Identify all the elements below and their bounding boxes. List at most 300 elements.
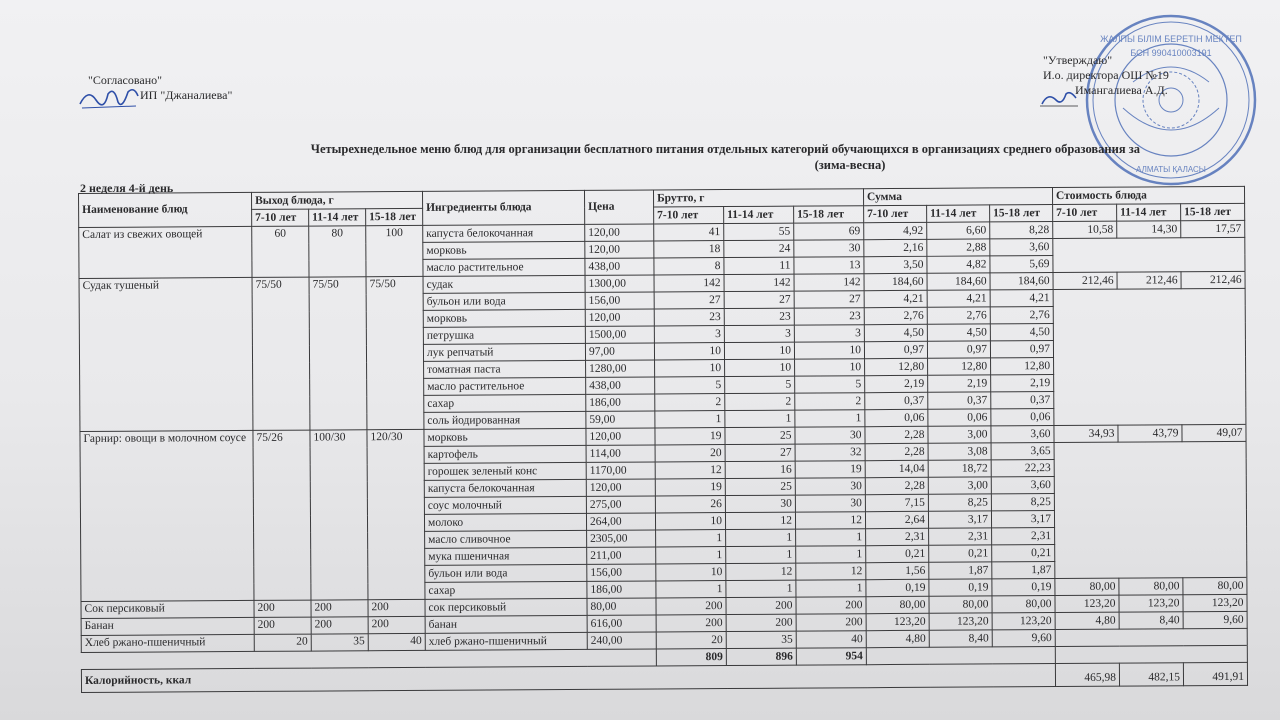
ingredient-price: 275,00 <box>586 496 655 513</box>
sum-value: 0,97 <box>990 341 1053 358</box>
brutto-value: 10 <box>654 343 724 360</box>
sum-value: 5,69 <box>990 256 1053 273</box>
brutto-value: 12 <box>655 462 725 479</box>
sum-value: 184,60 <box>927 273 990 290</box>
brutto-value: 1 <box>726 580 796 597</box>
sum-value: 184,60 <box>990 273 1053 290</box>
sum-value: 2,28 <box>865 443 928 460</box>
age-header: 15-18 лет <box>990 205 1053 222</box>
sum-value: 1,56 <box>866 562 929 579</box>
brutto-value: 200 <box>656 615 726 632</box>
title-line-2: (зима-весна) <box>814 158 886 172</box>
dish-cost-value: 212,46 <box>1181 271 1245 288</box>
brutto-value: 27 <box>724 291 794 308</box>
ingredient-name: бульон или вода <box>425 564 587 582</box>
brutto-value: 13 <box>794 257 864 274</box>
blank-cell <box>1055 645 1247 663</box>
empty-cost-cell <box>1054 509 1246 527</box>
ingredient-price: 120,00 <box>586 428 655 445</box>
sum-value: 0,19 <box>929 579 992 596</box>
calories-total: 482,15 <box>1119 663 1183 686</box>
blank-cell <box>866 647 1055 665</box>
brutto-value: 5 <box>655 377 725 394</box>
sum-value: 80,00 <box>866 596 929 613</box>
sum-value: 0,37 <box>928 392 991 409</box>
dish-output: 200 <box>254 617 311 634</box>
sum-value: 4,92 <box>864 222 927 239</box>
brutto-value: 30 <box>795 478 865 495</box>
sum-value: 2,19 <box>991 375 1054 392</box>
sum-value: 8,25 <box>928 494 991 511</box>
brutto-value: 1 <box>725 410 795 427</box>
empty-cost-cell <box>1053 254 1245 272</box>
col-ingredients: Ингредиенты блюда <box>422 190 584 225</box>
empty-cost-cell <box>1055 560 1247 578</box>
ingredient-price: 438,00 <box>586 377 655 394</box>
brutto-value: 30 <box>794 240 864 257</box>
col-dish-name: Наименование блюд <box>79 192 252 227</box>
sum-value: 3,00 <box>928 426 991 443</box>
approve-label: "Утверждаю" <box>1043 53 1113 67</box>
sum-value: 184,60 <box>864 273 927 290</box>
sum-value: 2,19 <box>865 375 928 392</box>
brutto-value: 1 <box>656 581 726 598</box>
sum-value: 80,00 <box>929 596 992 613</box>
ingredient-name: морковь <box>423 241 585 259</box>
ingredient-price: 120,00 <box>586 479 655 496</box>
ingredient-price: 1300,00 <box>585 275 654 292</box>
brutto-value: 10 <box>656 564 726 581</box>
dish-output: 200 <box>254 600 311 617</box>
sum-value: 3,50 <box>864 256 927 273</box>
brutto-value: 40 <box>796 631 866 648</box>
ingredient-price: 120,00 <box>585 309 654 326</box>
ingredient-price: 186,00 <box>586 394 655 411</box>
sum-value: 14,04 <box>865 460 928 477</box>
sum-value: 0,21 <box>992 545 1055 562</box>
brutto-value: 24 <box>724 240 794 257</box>
brutto-value: 1 <box>796 580 866 597</box>
dish-cost-value: 17,57 <box>1181 220 1245 237</box>
sum-value: 0,97 <box>927 341 990 358</box>
sum-value: 4,21 <box>927 290 990 307</box>
empty-cost-cell <box>1055 543 1247 561</box>
ingredient-name: масло растительное <box>424 377 586 395</box>
ingredient-name: сахар <box>425 581 587 599</box>
dish-name: Судак тушеный <box>79 277 253 431</box>
sum-value: 4,50 <box>927 324 990 341</box>
dish-name: Гарнир: овощи в молочном соусе <box>80 430 254 601</box>
brutto-value: 10 <box>655 513 725 530</box>
dish-cost-value: 49,07 <box>1182 424 1246 441</box>
ingredient-name: томатная паста <box>424 360 586 378</box>
age-header: 11-14 лет <box>309 209 366 226</box>
empty-cost-cell <box>1054 407 1246 425</box>
sum-value: 2,31 <box>866 528 929 545</box>
ingredient-name: сахар <box>424 394 586 412</box>
brutto-value: 200 <box>656 598 726 615</box>
director-position: И.о. директора ОШ №19 <box>1043 68 1169 82</box>
empty-cost-cell <box>1054 492 1246 510</box>
dish-output: 120/30 <box>367 429 425 599</box>
empty-cost-cell <box>1054 458 1246 476</box>
dish-output: 40 <box>368 633 425 650</box>
sum-value: 4,80 <box>866 630 929 647</box>
ingredient-name: мука пшеничная <box>425 547 587 565</box>
sum-value: 0,06 <box>991 409 1054 426</box>
calories-total: 465,98 <box>1055 663 1119 686</box>
empty-cost-cell <box>1053 322 1245 340</box>
brutto-value: 23 <box>794 308 864 325</box>
sum-value: 4,82 <box>927 256 990 273</box>
sum-value: 8,25 <box>991 494 1054 511</box>
brutto-value: 3 <box>794 325 864 342</box>
empty-cost-cell <box>1054 373 1246 391</box>
brutto-value: 35 <box>726 631 796 648</box>
brutto-total: 896 <box>726 648 796 665</box>
brutto-value: 32 <box>795 444 865 461</box>
dish-output: 20 <box>254 634 311 651</box>
empty-cost-cell <box>1054 390 1246 408</box>
ingredient-name: масло сливочное <box>425 530 587 548</box>
brutto-value: 142 <box>654 275 724 292</box>
dish-output: 200 <box>311 617 368 634</box>
brutto-value: 200 <box>726 614 796 631</box>
age-header: 11-14 лет <box>1117 204 1181 221</box>
empty-cost-cell <box>1055 526 1247 544</box>
brutto-value: 200 <box>726 597 796 614</box>
dish-output: 200 <box>311 600 368 617</box>
sum-value: 0,37 <box>991 392 1054 409</box>
brutto-value: 12 <box>725 512 795 529</box>
brutto-total: 809 <box>656 649 726 666</box>
ingredient-name: банан <box>425 615 587 633</box>
dish-output: 80 <box>309 226 366 277</box>
brutto-value: 142 <box>724 274 794 291</box>
dish-cost-value: 212,46 <box>1117 272 1181 289</box>
dish-output: 75/50 <box>366 276 424 429</box>
age-header: 15-18 лет <box>794 206 864 223</box>
sum-value: 4,50 <box>990 324 1053 341</box>
brutto-value: 12 <box>795 512 865 529</box>
ingredient-price: 59,00 <box>586 411 655 428</box>
brutto-value: 142 <box>794 274 864 291</box>
ingredient-price: 97,00 <box>585 343 654 360</box>
brutto-value: 1 <box>726 546 796 563</box>
ingredient-name: капуста белокочанная <box>424 479 586 497</box>
col-cost: Стоимость блюда <box>1052 186 1244 204</box>
brutto-value: 5 <box>725 376 795 393</box>
ingredient-name: картофель <box>424 445 586 463</box>
brutto-value: 27 <box>725 444 795 461</box>
brutto-value: 1 <box>796 529 866 546</box>
sum-value: 0,06 <box>928 409 991 426</box>
brutto-value: 11 <box>724 257 794 274</box>
sum-value: 3,65 <box>991 443 1054 460</box>
brutto-value: 5 <box>795 376 865 393</box>
brutto-value: 16 <box>725 461 795 478</box>
dish-output: 75/50 <box>309 277 367 430</box>
empty-cost-cell <box>1053 237 1245 255</box>
brutto-value: 30 <box>725 495 795 512</box>
ingredient-name: судак <box>423 275 585 293</box>
calories-label: Калорийность, ккал <box>81 664 1055 693</box>
col-brutto: Брутто, г <box>653 189 863 207</box>
sum-value: 3,60 <box>991 426 1054 443</box>
ingredient-name: хлеб ржано-пшеничный <box>425 632 587 650</box>
sum-value: 0,21 <box>929 545 992 562</box>
ingredient-name: масло растительное <box>423 258 585 276</box>
ingredient-name: сок персиковый <box>425 598 587 616</box>
ingredient-price: 438,00 <box>585 258 654 275</box>
ingredient-price: 616,00 <box>587 615 656 632</box>
ingredient-price: 156,00 <box>585 292 654 309</box>
sum-value: 2,31 <box>992 528 1055 545</box>
col-output: Выход блюда, г <box>251 191 422 209</box>
age-header: 15-18 лет <box>366 208 423 225</box>
empty-cost-cell <box>1054 356 1246 374</box>
sum-value: 4,21 <box>864 290 927 307</box>
ingredient-name: бульон или вода <box>423 292 585 310</box>
sum-value: 4,21 <box>990 290 1053 307</box>
dish-cost-value: 43,79 <box>1118 425 1182 442</box>
brutto-value: 23 <box>724 308 794 325</box>
sum-value: 3,60 <box>990 239 1053 256</box>
brutto-value: 3 <box>724 325 794 342</box>
brutto-value: 10 <box>725 359 795 376</box>
sum-value: 3,00 <box>928 477 991 494</box>
sum-value: 2,19 <box>928 375 991 392</box>
brutto-value: 19 <box>655 428 725 445</box>
age-header: 7-10 лет <box>864 205 927 222</box>
ingredient-price: 211,00 <box>587 547 656 564</box>
sum-value: 22,23 <box>991 460 1054 477</box>
menu-body <box>79 220 1248 692</box>
dish-output: 100 <box>366 225 423 276</box>
sum-value: 2,31 <box>929 528 992 545</box>
ingredient-name: соль йодированная <box>424 411 586 429</box>
dish-name: Салат из свежих овощей <box>79 226 252 278</box>
age-header: 11-14 лет <box>927 205 990 222</box>
sum-value: 2,16 <box>864 239 927 256</box>
ingredient-price: 264,00 <box>586 513 655 530</box>
ingredient-price: 114,00 <box>586 445 655 462</box>
brutto-value: 1 <box>726 529 796 546</box>
stamp-text-top: ЖАЛПЫ БІЛІМ БЕРЕТІН МЕКТЕП <box>1100 34 1242 44</box>
dish-output: 75/26 <box>253 430 311 600</box>
brutto-value: 27 <box>654 292 724 309</box>
empty-cost-cell <box>1054 475 1246 493</box>
sum-value: 2,28 <box>865 477 928 494</box>
age-header: 11-14 лет <box>724 206 794 223</box>
brutto-value: 25 <box>725 478 795 495</box>
week-day-label: 2 неделя 4-й день <box>80 181 174 195</box>
sum-value: 2,28 <box>865 426 928 443</box>
stamp-bin: БСН 990410003191 <box>1130 48 1212 58</box>
dish-cost-value: 9,60 <box>1183 611 1247 628</box>
sum-value: 8,40 <box>929 630 992 647</box>
sum-value: 1,87 <box>929 562 992 579</box>
dish-cost-value: 14,30 <box>1117 221 1181 238</box>
dish-name: Банан <box>81 617 254 635</box>
sum-value: 3,17 <box>991 511 1054 528</box>
brutto-value: 1 <box>655 411 725 428</box>
brutto-total: 954 <box>796 648 866 665</box>
dish-output: 200 <box>368 616 425 633</box>
sum-value: 12,80 <box>928 358 991 375</box>
ingredient-price: 1280,00 <box>586 360 655 377</box>
empty-cost-cell <box>1053 305 1245 323</box>
ingredient-name: петрушка <box>423 326 585 344</box>
age-header: 7-10 лет <box>1053 204 1117 221</box>
brutto-value: 19 <box>795 461 865 478</box>
empty-cost-cell <box>1054 441 1246 459</box>
sum-value: 123,20 <box>992 613 1055 630</box>
sum-value: 0,19 <box>866 579 929 596</box>
brutto-value: 41 <box>654 224 724 241</box>
sum-value: 0,97 <box>864 341 927 358</box>
brutto-value: 2 <box>725 393 795 410</box>
sum-value: 4,50 <box>864 324 927 341</box>
dish-output: 100/30 <box>310 430 368 600</box>
brutto-value: 20 <box>656 632 726 649</box>
dish-output: 35 <box>311 634 368 651</box>
brutto-value: 10 <box>795 359 865 376</box>
sum-value: 0,37 <box>865 392 928 409</box>
empty-cost-cell <box>1055 628 1247 646</box>
ingredient-name: молоко <box>424 513 586 531</box>
dish-name: Хлеб ржано-пшеничный <box>81 634 254 652</box>
brutto-value: 12 <box>726 563 796 580</box>
brutto-value: 1 <box>796 546 866 563</box>
col-price: Цена <box>584 190 653 224</box>
brutto-value: 55 <box>724 223 794 240</box>
ingredient-name: морковь <box>424 428 586 446</box>
sum-value: 18,72 <box>928 460 991 477</box>
brutto-value: 1 <box>656 547 726 564</box>
dish-cost-value: 4,80 <box>1055 612 1119 629</box>
signature-right-icon <box>1040 88 1080 108</box>
dish-output: 75/50 <box>252 277 310 430</box>
dish-output: 60 <box>252 226 309 277</box>
ingredient-name: капуста белокочанная <box>423 224 585 242</box>
brutto-value: 10 <box>724 342 794 359</box>
dish-cost-value: 8,40 <box>1119 612 1183 629</box>
ingredient-price: 186,00 <box>587 581 656 598</box>
sum-value: 2,76 <box>864 307 927 324</box>
calories-total: 491,91 <box>1183 662 1247 685</box>
empty-cost-cell <box>1053 339 1245 357</box>
ingredient-name: горошек зеленый конс <box>424 462 586 480</box>
ingredient-price: 1500,00 <box>585 326 654 343</box>
brutto-value: 18 <box>654 241 724 258</box>
ingredient-name: морковь <box>423 309 585 327</box>
brutto-value: 10 <box>794 342 864 359</box>
dish-name: Сок персиковый <box>81 600 254 618</box>
sum-value: 0,19 <box>992 579 1055 596</box>
ingredient-price: 120,00 <box>585 241 654 258</box>
sum-value: 2,64 <box>865 511 928 528</box>
ingredient-price: 80,00 <box>587 598 656 615</box>
brutto-value: 25 <box>725 427 795 444</box>
brutto-value: 3 <box>654 326 724 343</box>
dish-cost-value: 80,00 <box>1055 578 1119 595</box>
dish-output: 200 <box>368 599 425 616</box>
sum-value: 6,60 <box>927 222 990 239</box>
sum-value: 9,60 <box>992 630 1055 647</box>
dish-cost-value: 123,20 <box>1119 595 1183 612</box>
brutto-value: 26 <box>655 496 725 513</box>
dish-cost-value: 34,93 <box>1054 425 1118 442</box>
dish-cost-value: 123,20 <box>1183 594 1247 611</box>
sum-value: 2,76 <box>927 307 990 324</box>
stamp-text-bottom: АЛМАТЫ ҚАЛАСЫ <box>1136 165 1206 174</box>
brutto-value: 27 <box>794 291 864 308</box>
document-title <box>260 141 1140 173</box>
sum-value: 3,08 <box>928 443 991 460</box>
director-name: Имангалиева А.Д. <box>1075 83 1168 97</box>
sum-value: 0,21 <box>866 545 929 562</box>
dish-cost-value: 123,20 <box>1055 595 1119 612</box>
sum-value: 2,76 <box>990 307 1053 324</box>
brutto-value: 8 <box>654 258 724 275</box>
approver-org: ИП "Джаналиева" <box>140 88 233 102</box>
sum-value: 123,20 <box>866 613 929 630</box>
sum-value: 8,28 <box>990 222 1053 239</box>
brutto-value: 12 <box>796 563 866 580</box>
brutto-value: 23 <box>654 309 724 326</box>
brutto-value: 1 <box>656 530 726 547</box>
ingredient-price: 2305,00 <box>587 530 656 547</box>
dish-cost-value: 212,46 <box>1053 272 1117 289</box>
dish-cost-value: 80,00 <box>1119 578 1183 595</box>
sum-value: 3,60 <box>991 477 1054 494</box>
brutto-value: 10 <box>655 360 725 377</box>
brutto-value: 2 <box>655 394 725 411</box>
brutto-value: 2 <box>795 393 865 410</box>
sum-value: 3,17 <box>928 511 991 528</box>
title-line-1: Четырехнедельное меню блюд для организации бесплатного питания отдельных категорий обучающихся в организациях среднего образования за <box>310 142 1140 156</box>
empty-cost-cell <box>1053 288 1245 306</box>
brutto-value: 30 <box>795 495 865 512</box>
ingredient-name: соус молочный <box>424 496 586 514</box>
brutto-value: 69 <box>794 223 864 240</box>
sum-value: 12,80 <box>865 358 928 375</box>
col-sum: Сумма <box>863 188 1052 206</box>
menu-table <box>78 186 1248 693</box>
brutto-value: 200 <box>796 597 866 614</box>
age-header: 7-10 лет <box>654 207 724 224</box>
sum-value: 0,06 <box>865 409 928 426</box>
ingredient-price: 1170,00 <box>586 462 655 479</box>
ingredient-name: лук репчатый <box>423 343 585 361</box>
brutto-value: 30 <box>795 427 865 444</box>
ingredient-price: 120,00 <box>585 224 654 241</box>
brutto-value: 20 <box>655 445 725 462</box>
sum-value: 80,00 <box>992 596 1055 613</box>
sum-value: 123,20 <box>929 613 992 630</box>
dish-cost-value: 10,58 <box>1053 221 1117 238</box>
sum-value: 7,15 <box>865 494 928 511</box>
age-header: 7-10 лет <box>252 209 309 226</box>
brutto-value: 19 <box>655 479 725 496</box>
sum-value: 1,87 <box>992 562 1055 579</box>
ingredient-price: 156,00 <box>587 564 656 581</box>
sum-value: 12,80 <box>991 358 1054 375</box>
approved-label: "Согласовано" <box>88 73 163 87</box>
dish-cost-value: 80,00 <box>1183 577 1247 594</box>
age-header: 15-18 лет <box>1181 203 1245 220</box>
